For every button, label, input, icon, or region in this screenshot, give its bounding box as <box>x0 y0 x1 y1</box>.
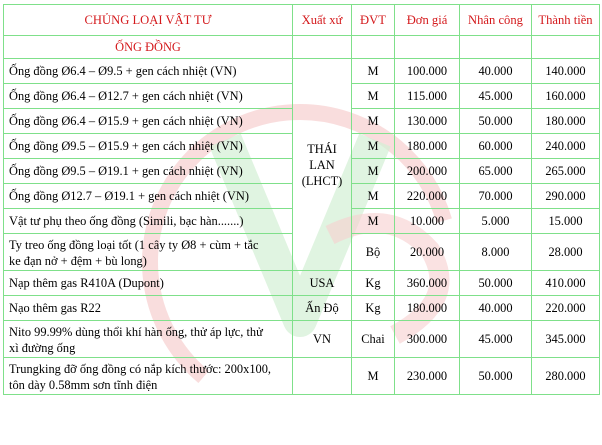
table-row <box>4 296 600 321</box>
row-name: Ống đồng Ø6.4 – Ø15.9 + gen cách nhiệt (VN) <box>4 109 293 134</box>
row-name <box>4 234 293 271</box>
section-row <box>4 36 600 59</box>
row-unit: Bộ <box>352 234 395 271</box>
row-price: 20.000 <box>395 234 460 271</box>
row-name: Ống đồng Ø6.4 – Ø12.7 + gen cách nhiệt (VN) <box>4 84 293 109</box>
row-price: 130.000 <box>395 109 460 134</box>
row-price: 200.000 <box>395 159 460 184</box>
table-row <box>4 321 600 358</box>
row-unit: M <box>352 134 395 159</box>
header-price: Đơn giá <box>395 5 460 36</box>
row-labor: 5.000 <box>460 209 532 234</box>
origin-line: LAN <box>309 157 335 172</box>
row-labor: 8.000 <box>460 234 532 271</box>
header-labor: Nhân công <box>460 5 532 36</box>
header-total: Thành tiền <box>532 5 600 36</box>
row-price: 220.000 <box>395 184 460 209</box>
row-labor: 60.000 <box>460 134 532 159</box>
origin-thailand <box>293 59 352 271</box>
row-total: 140.000 <box>532 59 600 84</box>
row-total: 265.000 <box>532 159 600 184</box>
row-total: 15.000 <box>532 209 600 234</box>
row-price: 115.000 <box>395 84 460 109</box>
row-name: Ống đồng Ø6.4 – Ø9.5 + gen cách nhiệt (VN) <box>4 59 293 84</box>
row-total: 410.000 <box>532 271 600 296</box>
header-unit: ĐVT <box>352 5 395 36</box>
row-unit: Chai <box>352 321 395 358</box>
table-row <box>4 59 600 84</box>
row-price: 100.000 <box>395 59 460 84</box>
row-price: 230.000 <box>395 358 460 395</box>
row-unit: Kg <box>352 296 395 321</box>
row-name-line: Ty treo ống đồng loại tốt (1 cây ty Ø8 + cùm + tắc <box>9 238 259 252</box>
row-total: 220.000 <box>532 296 600 321</box>
row-name-line: Trungking đỡ ống đồng có nắp kích thước: 200x100, <box>9 362 271 376</box>
row-name: Ống đồng Ø12.7 – Ø19.1 + gen cách nhiệt (VN) <box>4 184 293 209</box>
row-name: Ống đồng Ø9.5 – Ø15.9 + gen cách nhiệt (VN) <box>4 134 293 159</box>
row-total: 28.000 <box>532 234 600 271</box>
row-labor: 70.000 <box>460 184 532 209</box>
row-price: 300.000 <box>395 321 460 358</box>
table-row <box>4 271 600 296</box>
row-labor: 50.000 <box>460 109 532 134</box>
row-name-line: Nito 99.99% dùng thổi khí hàn ống, thử áp lực, thử <box>9 325 263 339</box>
row-origin <box>293 358 352 395</box>
row-unit: M <box>352 59 395 84</box>
row-labor: 50.000 <box>460 358 532 395</box>
row-total: 280.000 <box>532 358 600 395</box>
row-name: Vật tư phụ theo ống đồng (Simili, bạc hàn.......) <box>4 209 293 234</box>
row-unit: M <box>352 109 395 134</box>
section-title: ỐNG ĐỒNG <box>4 36 293 59</box>
row-origin: VN <box>293 321 352 358</box>
row-unit: M <box>352 84 395 109</box>
row-labor: 45.000 <box>460 84 532 109</box>
row-price: 180.000 <box>395 134 460 159</box>
table-row <box>4 358 600 395</box>
row-unit: M <box>352 159 395 184</box>
row-total: 240.000 <box>532 134 600 159</box>
origin-line: (LHCT) <box>301 173 343 188</box>
origin-line: THÁI <box>307 141 337 156</box>
header-material: CHỦNG LOẠI VẬT TƯ <box>4 5 293 36</box>
row-total: 345.000 <box>532 321 600 358</box>
row-labor: 50.000 <box>460 271 532 296</box>
row-unit: Kg <box>352 271 395 296</box>
row-total: 180.000 <box>532 109 600 134</box>
row-price: 360.000 <box>395 271 460 296</box>
row-price: 180.000 <box>395 296 460 321</box>
row-total: 290.000 <box>532 184 600 209</box>
row-origin: Ấn Độ <box>293 296 352 321</box>
row-labor: 40.000 <box>460 59 532 84</box>
header-row <box>4 5 600 36</box>
row-unit: M <box>352 184 395 209</box>
row-name-line: ke đạn nở + đệm + bù long) <box>9 254 147 268</box>
row-name-line: tôn dày 0.58mm sơn tĩnh điện <box>9 378 158 392</box>
header-origin: Xuất xứ <box>293 5 352 36</box>
price-table <box>3 4 600 395</box>
row-labor: 65.000 <box>460 159 532 184</box>
row-origin: USA <box>293 271 352 296</box>
row-unit: M <box>352 209 395 234</box>
row-name: Nạp thêm gas R410A (Dupont) <box>4 271 293 296</box>
row-name <box>4 321 293 358</box>
row-price: 10.000 <box>395 209 460 234</box>
row-unit: M <box>352 358 395 395</box>
row-name: Ống đồng Ø9.5 – Ø19.1 + gen cách nhiệt (VN) <box>4 159 293 184</box>
row-total: 160.000 <box>532 84 600 109</box>
row-name <box>4 358 293 395</box>
row-name-line: xì đường ống <box>9 341 76 355</box>
row-name: Nạo thêm gas R22 <box>4 296 293 321</box>
row-labor: 45.000 <box>460 321 532 358</box>
row-labor: 40.000 <box>460 296 532 321</box>
